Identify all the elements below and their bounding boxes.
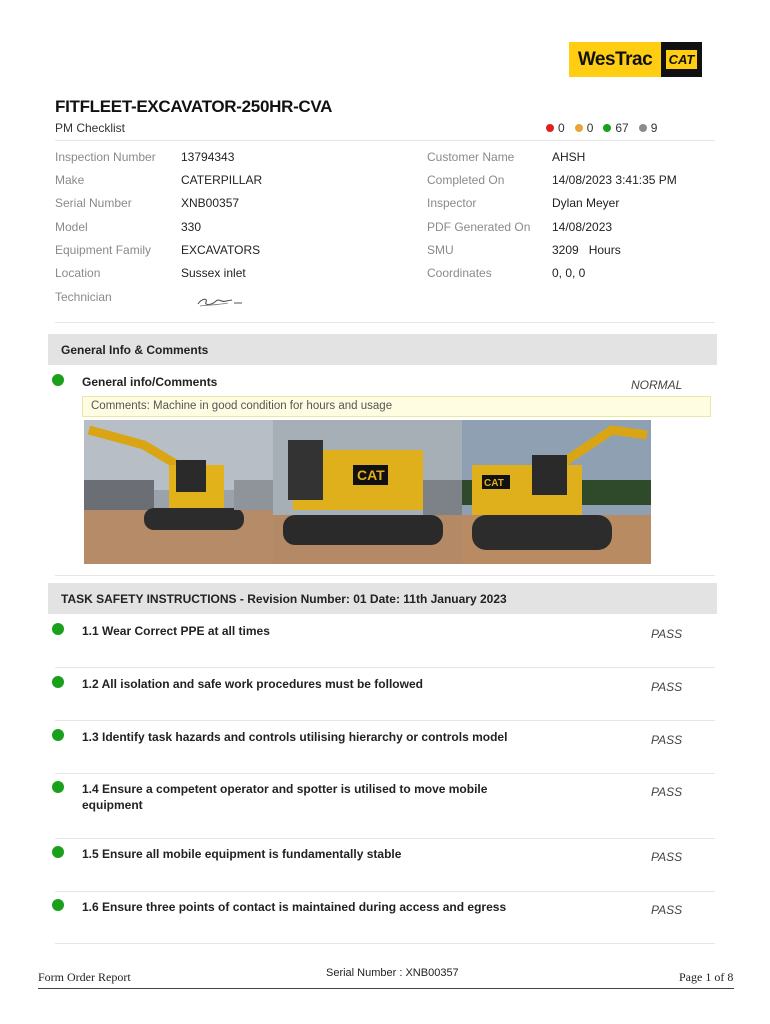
divider xyxy=(55,140,715,141)
footer-serial-number: Serial Number : XNB00357 xyxy=(326,967,459,979)
safety-item-status: PASS xyxy=(651,903,683,917)
footer-page-number: Page 1 of 8 xyxy=(679,970,734,984)
svg-text:CAT: CAT xyxy=(484,478,504,489)
info-label-inspector: Inspector xyxy=(427,196,477,210)
info-value-equipment-family: EXCAVATORS xyxy=(181,243,261,257)
section-header-general-info: General Info & Comments xyxy=(48,334,717,365)
excavator-photo-3[interactable] xyxy=(462,420,651,564)
westrac-logo: WesTrac xyxy=(569,42,661,77)
status-green-dot-icon xyxy=(52,676,64,688)
section-header-task-safety: TASK SAFETY INSTRUCTIONS - Revision Number: 01 Date: 11th January 2023 xyxy=(48,583,717,614)
info-label-technician: Technician xyxy=(55,290,112,304)
status-green-dot-icon xyxy=(52,729,64,741)
info-label-smu: SMU xyxy=(427,243,454,257)
info-label-serial-number: Serial Number xyxy=(55,196,132,210)
safety-item-1-3: 1.3 Identify task hazards and controls utilising hierarchy or controls model xyxy=(82,730,508,744)
safety-item-status: PASS xyxy=(651,680,683,694)
info-value-smu: 3209 Hours xyxy=(552,243,621,257)
safety-item-1-4: 1.4 Ensure a competent operator and spotter is utilised to move mobile equipment xyxy=(82,782,488,812)
technician-signature xyxy=(196,293,244,309)
red-dot-icon xyxy=(546,124,554,132)
info-value-inspector: Dylan Meyer xyxy=(552,196,620,210)
grey-dot-icon xyxy=(639,124,647,132)
info-value-pdf-generated-on: 14/08/2023 xyxy=(552,220,613,234)
count-red: 0 xyxy=(546,121,565,135)
status-green-dot-icon xyxy=(52,374,64,386)
divider xyxy=(55,838,715,839)
divider xyxy=(55,773,715,774)
info-value-completed-on: 14/08/2023 3:41:35 PM xyxy=(552,173,677,187)
svg-text:CAT: CAT xyxy=(357,467,385,483)
report-title: FITFLEET-EXCAVATOR-250HR-CVA xyxy=(55,97,333,116)
status-green-dot-icon xyxy=(52,846,64,858)
info-label-model: Model xyxy=(55,220,88,234)
safety-item-status: PASS xyxy=(651,627,683,641)
divider xyxy=(55,575,715,576)
footer-report-name: Form Order Report xyxy=(38,970,131,984)
report-subtitle: PM Checklist xyxy=(55,121,126,135)
status-green-dot-icon xyxy=(52,623,64,635)
count-green: 67 xyxy=(603,121,628,135)
safety-item-1-6: 1.6 Ensure three points of contact is maintained during access and egress xyxy=(82,900,507,914)
status-green-dot-icon xyxy=(52,899,64,911)
comment-box: Comments: Machine in good condition for hours and usage xyxy=(82,396,711,417)
info-value-serial-number: XNB00357 xyxy=(181,196,240,210)
safety-item-1-5: 1.5 Ensure all mobile equipment is fundamentally stable xyxy=(82,847,402,861)
info-label-make: Make xyxy=(55,173,85,187)
cat-logo: CAT xyxy=(661,42,702,77)
info-value-coordinates: 0, 0, 0 xyxy=(552,266,586,280)
safety-item-status: PASS xyxy=(651,785,683,799)
westrac-cat-logo xyxy=(569,42,702,77)
safety-item-1-1: 1.1 Wear Correct PPE at all times xyxy=(82,624,270,638)
divider xyxy=(55,322,715,323)
divider xyxy=(55,891,715,892)
orange-dot-icon xyxy=(575,124,583,132)
safety-item-status: PASS xyxy=(651,733,683,747)
excavator-photo-1[interactable] xyxy=(84,420,273,564)
green-dot-icon xyxy=(603,124,611,132)
count-orange: 0 xyxy=(575,121,594,135)
safety-item-1-2: 1.2 All isolation and safe work procedures must be followed xyxy=(82,677,423,691)
info-label-customer-name: Customer Name xyxy=(427,150,515,164)
status-green-dot-icon xyxy=(52,781,64,793)
divider xyxy=(55,943,715,944)
excavator-photo-2[interactable] xyxy=(273,420,462,564)
info-label-completed-on: Completed On xyxy=(427,173,505,187)
general-info-status: NORMAL xyxy=(631,378,683,392)
info-label-location: Location xyxy=(55,266,101,280)
info-value-make: CATERPILLAR xyxy=(181,173,263,187)
info-value-customer-name: AHSH xyxy=(552,150,586,164)
info-label-inspection-number: Inspection Number xyxy=(55,150,156,164)
info-value-model: 330 xyxy=(181,220,202,234)
status-counts xyxy=(546,121,657,135)
safety-item-status: PASS xyxy=(651,850,683,864)
info-label-pdf-generated-on: PDF Generated On xyxy=(427,220,531,234)
count-grey: 9 xyxy=(639,121,658,135)
info-value-inspection-number: 13794343 xyxy=(181,150,235,164)
info-label-equipment-family: Equipment Family xyxy=(55,243,152,257)
info-label-coordinates: Coordinates xyxy=(427,266,492,280)
info-value-location: Sussex inlet xyxy=(181,266,246,280)
divider xyxy=(55,720,715,721)
divider xyxy=(55,667,715,668)
general-info-label: General info/Comments xyxy=(82,375,218,389)
footer-divider xyxy=(38,988,734,989)
